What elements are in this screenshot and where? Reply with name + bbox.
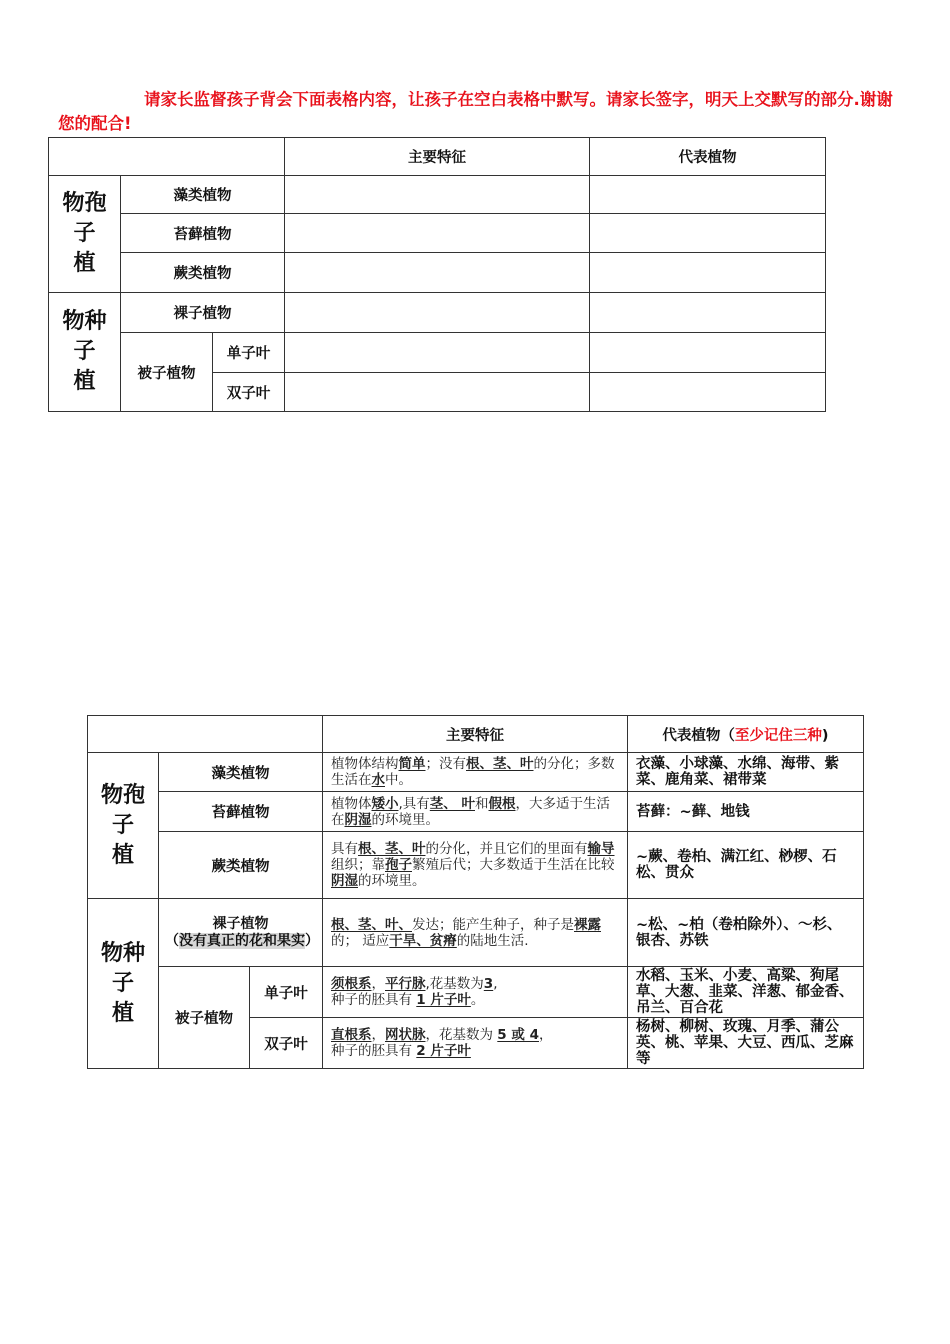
blank-moss-label: 苔藓植物 (121, 214, 285, 253)
blank-fern-rep[interactable] (590, 253, 826, 293)
answer-seed-plant-group: 物种 子 植 (88, 899, 159, 1069)
blank-mono-rep[interactable] (590, 333, 826, 373)
answer-gymno-feature: 根、茎、叶、发达；能产生种子，种子是裸露的； 适应干旱、贫瘠的陆地生活. (323, 899, 628, 967)
answer-mono-label: 单子叶 (250, 967, 323, 1018)
answer-mono-feature: 须根系，平行脉,花基数为3, 种子的胚具有 1 片子叶。 (323, 967, 628, 1018)
blank-angio-label: 被子植物 (121, 333, 213, 412)
blank-gymno-label: 裸子植物 (121, 293, 285, 333)
blank-algae-feature[interactable] (285, 176, 590, 214)
answer-dicot-feature: 直根系，网状脉，花基数为 5 或 4， 种子的胚具有 2 片子叶 (323, 1018, 628, 1069)
answer-angio-label: 被子植物 (159, 967, 250, 1069)
blank-algae-rep[interactable] (590, 176, 826, 214)
gymno-note-highlight: 没有真正的花和果实 (179, 932, 305, 949)
answer-corner-cell (88, 716, 323, 753)
answer-dicot-rep: 杨树、柳树、玫瑰、月季、蒲公英、桃、苹果、大豆、西瓜、芝麻等 (628, 1018, 864, 1069)
blank-header-rep: 代表植物 (590, 138, 826, 176)
answer-header-rep: 代表植物（至少记住三种) (628, 716, 864, 753)
answer-algae-feature: 植物体结构简单；没有根、茎、叶的分化；多数生活在水中。 (323, 753, 628, 792)
answer-gymno-rep: ~松、~柏（卷柏除外）、～杉、银杏、苏铁 (628, 899, 864, 967)
notice-text: 请家长监督孩子背会下面表格内容，让孩子在空白表格中默写。请家长签字，明天上交默写的部分.谢谢您的配合! (58, 90, 893, 133)
blank-seed-plant-group: 物种 子 植 (49, 293, 121, 412)
answer-spore-plant-group: 物孢 子 植 (88, 753, 159, 899)
answer-header-feature: 主要特征 (323, 716, 628, 753)
answer-fern-rep: ~蕨、卷柏、满江红、桫椤、石松、贯众 (628, 832, 864, 899)
blank-gymno-rep[interactable] (590, 293, 826, 333)
blank-header-feature: 主要特征 (285, 138, 590, 176)
answer-gymno-label: 裸子植物 （没有真正的花和果实） (159, 899, 323, 967)
answer-algae-label: 藻类植物 (159, 753, 323, 792)
blank-spore-plant-group: 物孢 子 植 (49, 176, 121, 293)
blank-dictation-table (48, 137, 826, 412)
parent-notice (58, 88, 908, 136)
blank-moss-rep[interactable] (590, 214, 826, 253)
blank-dicot-rep[interactable] (590, 373, 826, 412)
answer-algae-rep: 衣藻、小球藻、水绵、海带、紫菜、鹿角菜、裙带菜 (628, 753, 864, 792)
answer-fern-label: 蕨类植物 (159, 832, 323, 899)
answer-dicot-label: 双子叶 (250, 1018, 323, 1069)
answer-mono-rep: 水稻、玉米、小麦、高粱、狗尾草、大葱、韭菜、洋葱、郁金香、吊兰、百合花 (628, 967, 864, 1018)
answer-moss-rep: 苔藓：~藓、地钱 (628, 792, 864, 832)
blank-fern-feature[interactable] (285, 253, 590, 293)
blank-mono-feature[interactable] (285, 333, 590, 373)
answer-header-rep-hint: 至少记住三种 (734, 727, 822, 744)
answer-reference-table (87, 715, 864, 1069)
blank-algae-label: 藻类植物 (121, 176, 285, 214)
blank-dicot-feature[interactable] (285, 373, 590, 412)
blank-fern-label: 蕨类植物 (121, 253, 285, 293)
blank-mono-label: 单子叶 (213, 333, 285, 373)
blank-gymno-feature[interactable] (285, 293, 590, 333)
answer-moss-feature: 植物体矮小,具有茎、 叶和假根，大多适于生活在阴湿的环境里。 (323, 792, 628, 832)
blank-dicot-label: 双子叶 (213, 373, 285, 412)
blank-moss-feature[interactable] (285, 214, 590, 253)
answer-moss-label: 苔藓植物 (159, 792, 323, 832)
blank-corner-cell (49, 138, 285, 176)
answer-fern-feature: 具有根、茎、叶的分化，并且它们的里面有输导组织；靠孢子繁殖后代；大多数适于生活在比较阴湿的环境里。 (323, 832, 628, 899)
